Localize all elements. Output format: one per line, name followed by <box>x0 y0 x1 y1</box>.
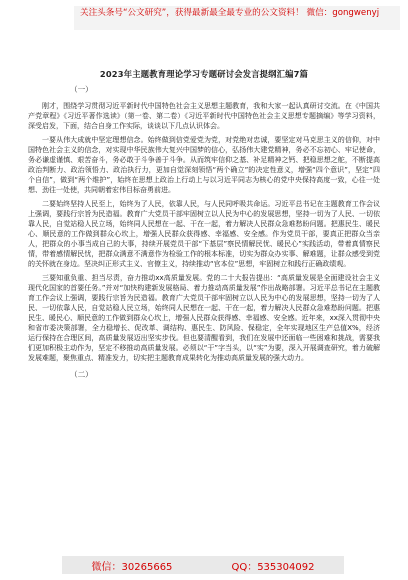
promo-banner <box>74 6 400 30</box>
section-marker-2: （二） <box>70 370 93 379</box>
footer-wechat: 微信：30265665 <box>91 561 173 573</box>
paragraph: 二要始终坚持人民至上，始终为了人民，依靠人民，与人民同呼吸共命运。习近平总书记在主题教育工作会议上强调，要践行宗旨为民造福。教育广大党员干部牢固树立以人民为中心的发展思想，坚持一切为了人民、一切依靠人民，自觉站稳人民立场，始终同人民想在一起、干在一起，着力解决人民群众急难愁盼问题。把惠民生、暖民心、顺民意的工作做到群众心坎上，增强人民群众获得感、幸福感、安全感。作为党员干部，要真正把群众当亲人，把群众的小事当成自己的大事，持续开展党员干部“下基层”察民情解民忧、暖民心”实践活动，带着真情察民情，带着感情解民忧，把群众满意不满意作为检验工作的根本标准，切实为群众办实事、解难题，让群众感受到党的关怀就在身边。坚决纠正形式主义、官僚主义，持续推动“官本位”思想，牢固树立和践行正确政绩观。 <box>28 200 380 268</box>
document-body <box>28 68 380 386</box>
promo-banner-line1: 关注头条号“公文研究”，获得最新最全最专业的公文资料！ 微信：gongwenyj <box>80 8 380 18</box>
paragraph: 一要从伟大成就中坚定理想信念。始终做到信党爱党为党，对党绝对忠诚，要坚定对马克思主义的信仰，对中国特色社会主义的信念，对实现中华民族伟大复兴中国梦的信心，弘扬伟大建党精神，务必不忘初心、牢记使命，务必谦虚谨慎、艰苦奋斗，务必敢于斗争善于斗争。从而筑牢信仰之基、补足精神之钙、把稳思想之舵，不断提高政治判断力、政治领悟力、政治执行力，更加自觉深刻领悟“两个确立”的决定性意义，增强“四个意识”，坚定“四个自信”，做到“两个维护”，始终在思想上政治上行动上与以习近平同志为核心的党中央保持高度一致，心往一处想、劲往一处使，共同朝着宏伟目标奋勇前进。 <box>28 136 380 194</box>
section-marker-1: （一） <box>70 85 93 94</box>
paragraph: 三要知重负重、担当尽责，奋力推动xx高质量发展。党的二十大报告提出：“高质量发展是全面建设社会主义现代化国家的首要任务。”并对“加快构建新发展格局、着力推动高质量发展”作出战略部署。习近平总书记在主题教育工作会议上强调，要践行宗旨为民造福。教育广大党员干部牢固树立以人民为中心的发展思想，坚持一切为了人民、一切依靠人民，自觉站稳人民立场，始终同人民想在一起、干在一起，着力解决人民群众急难愁盼问题。把惠民生、暖民心、顺民意的工作做到群众心坎上，增强人民群众获得感、幸福感、安全感。近年来，xx深入贯彻中央和省市委决策部署，全力稳增长、促改革、调结构、惠民生、防风险、保稳定，全年实现地区生产总值X%，经济运行保持在合理区间，高质量发展迈出坚实步伐。但也要清醒看到，我们在发展中还面临一些困难和挑战，需要我们更加积极主动作为，坚定不移推动高质量发展。必须以“干”字当头，以“实”为要，深入开展调查研究，着力破解发展难题，聚焦重点、精准发力，切实把主题教育成果转化为推动高质量发展的强大动力。 <box>28 274 380 362</box>
document-title: 2023年主题教育理论学习专题研讨会发言提纲汇编7篇 <box>99 69 309 79</box>
footer-text <box>62 556 344 574</box>
paragraph: 刚才，围绕学习贯彻习近平新时代中国特色社会主义思想主题教育，我和大家一起认真研讨交流。在《中国共产党章程》《习近平著作选读》（第一卷、第二卷）《习近平新时代中国特色社会主义思想专题摘编》等学习资料，深受启发，下面，结合自身工作实际，谈谈以下几点认识体会。 <box>28 102 380 130</box>
section-1-text <box>28 101 380 363</box>
footer-contact <box>0 552 408 580</box>
footer-qq: QQ：535304092 <box>231 561 315 573</box>
